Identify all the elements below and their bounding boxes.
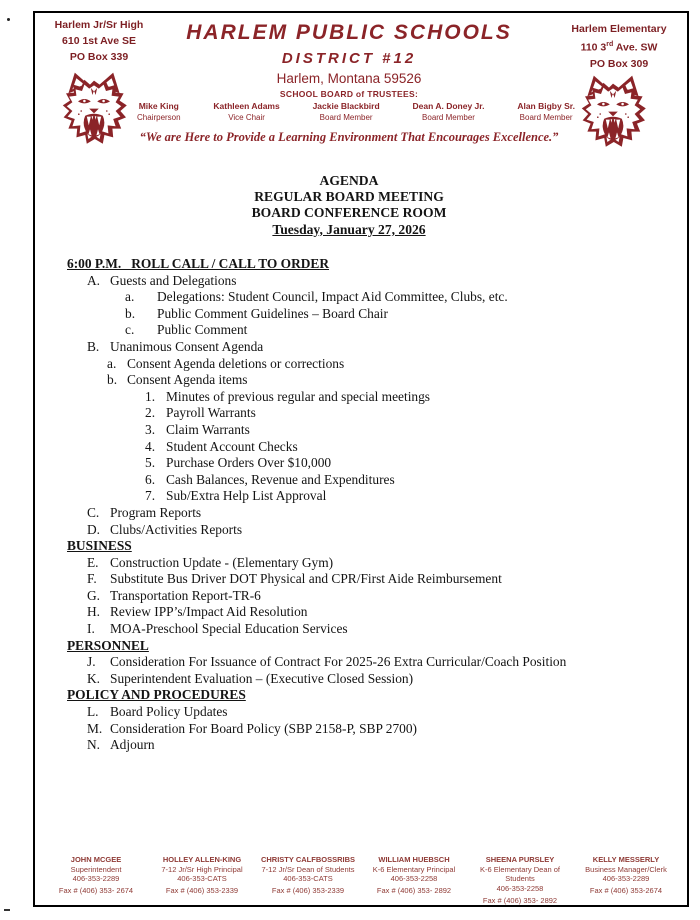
agenda-item-text: Public Comment Guidelines – Board Chair	[157, 305, 388, 321]
trustee-role: Board Member	[422, 113, 475, 122]
agenda-item	[67, 571, 677, 588]
board-of-trustees-label: SCHOOL BOARD of TRUSTEES:	[279, 89, 419, 99]
agenda-item-text: Minutes of previous regular and special meetings	[166, 388, 431, 404]
agenda-item-marker: G.	[87, 587, 101, 603]
contact-card	[573, 855, 679, 905]
school-po-box: PO Box 339	[69, 51, 129, 63]
agenda-item-text: Public Comment	[157, 322, 248, 338]
contact-phone: 406-353-2258	[496, 883, 544, 893]
agenda-item-marker: F.	[87, 571, 97, 587]
agenda-item	[67, 439, 677, 456]
agenda-item-marker: 4.	[145, 438, 156, 454]
agenda-item-text: Guests and Delegations	[110, 272, 237, 288]
wildcat-mascot-icon	[51, 71, 137, 151]
agenda-item-text: Construction Update - (Elementary Gym)	[110, 554, 334, 570]
district-title: HARLEM PUBLIC SCHOOLS	[186, 21, 512, 44]
contact-phone: 406-353-2258	[390, 874, 438, 883]
city-line: Harlem, Montana 59526	[276, 71, 422, 86]
contact-phone: 406-353-CATS	[177, 874, 227, 883]
agenda-item	[67, 704, 677, 721]
agenda-item	[67, 322, 677, 339]
agenda-item-text: Claim Warrants	[166, 421, 250, 437]
agenda-item-marker: b.	[125, 305, 136, 321]
trustee-role: Board Member	[319, 113, 373, 122]
agenda-item-text: Board Policy Updates	[110, 704, 228, 720]
agenda-item-marker: I.	[87, 621, 95, 637]
agenda-item	[67, 488, 677, 505]
agenda-item-marker: J.	[87, 654, 96, 670]
agenda-item	[67, 604, 677, 621]
wildcat-mascot-icon	[573, 71, 653, 157]
contact-card	[43, 855, 149, 905]
contact-name: JOHN MCGEE	[70, 855, 122, 864]
agenda-section-heading	[67, 687, 677, 704]
agenda-item-marker: 1.	[145, 388, 156, 404]
agenda-item	[67, 472, 677, 489]
agenda-item-marker: C.	[87, 504, 100, 520]
agenda-item	[67, 522, 677, 539]
agenda-item-marker: 5.	[145, 455, 156, 471]
agenda-item	[67, 588, 677, 605]
school-address: 610 1st Ave SE	[62, 35, 136, 47]
trustee	[413, 100, 485, 123]
contact-name: CHRISTY CALFBOSSRIBS	[260, 855, 356, 864]
agenda-item-marker: a.	[107, 355, 117, 371]
trustee-name: Alan Bigby Sr.	[517, 101, 575, 111]
agenda-item-text: Cash Balances, Revenue and Expenditures	[166, 471, 395, 487]
agenda-item	[67, 389, 677, 406]
agenda-item-text: Consent Agenda items	[127, 372, 248, 388]
agenda-item-text: Program Reports	[110, 504, 202, 520]
trustees-row	[137, 100, 575, 123]
contact-card	[149, 855, 255, 905]
agenda-item-marker: 3.	[145, 421, 156, 437]
agenda-section-heading	[67, 638, 677, 655]
agenda-item-text: Purchase Orders Over $10,000	[166, 455, 332, 471]
agenda-item-marker: 6.	[145, 471, 156, 487]
agenda-item-text: BUSINESS	[67, 538, 132, 554]
trustee-role: Chairperson	[137, 113, 181, 122]
school-motto: “We are Here to Provide a Learning Environment That Encourages Excellence.”	[139, 130, 559, 144]
agenda-item-marker: K.	[87, 670, 101, 686]
page-border	[33, 11, 689, 907]
contact-card	[255, 855, 361, 905]
agenda-item-text: 6:00 P.M. ROLL CALL / CALL TO ORDER	[67, 256, 330, 271]
agenda-item-text: Transportation Report-TR-6	[110, 587, 261, 603]
agenda-item	[67, 555, 677, 572]
contact-name: WILLIAM HUEBSCH	[378, 855, 450, 864]
contact-fax: Fax # (406) 353-2339	[165, 886, 239, 895]
contact-fax: Fax # (406) 353- 2892	[376, 886, 452, 895]
school-address: 110 3rd Ave. SW	[580, 41, 658, 54]
agenda-item-marker: M.	[87, 720, 103, 736]
agenda-item-marker: H.	[87, 604, 101, 620]
agenda-item-text: Payroll Warrants	[166, 405, 256, 421]
agenda-item	[67, 405, 677, 422]
contact-title: K-6 Elementary Principal	[372, 864, 456, 874]
agenda-item	[67, 455, 677, 472]
agenda-item-text: POLICY AND PROCEDURES	[67, 687, 246, 703]
contact-phone: 406-353-2289	[602, 874, 650, 883]
contact-fax: Fax # (406) 353-2339	[271, 886, 345, 895]
agenda-item	[67, 306, 677, 323]
contact-name: SHEENA PURSLEY	[485, 855, 555, 864]
agenda-item	[67, 339, 677, 356]
agenda-item	[67, 356, 677, 373]
agenda-item-marker: N.	[87, 737, 101, 753]
agenda-item-text: Clubs/Activities Reports	[110, 521, 243, 537]
agenda-item-marker: b.	[107, 372, 118, 388]
agenda-item	[67, 273, 677, 290]
footer-contacts	[35, 855, 687, 905]
trustee	[213, 100, 279, 123]
contact-card	[361, 855, 467, 905]
agenda-item-marker: D.	[87, 521, 101, 537]
trustee	[313, 100, 380, 123]
agenda-item	[67, 654, 677, 671]
agenda-title: AGENDA	[319, 173, 379, 188]
agenda-item-text: Consideration For Board Policy (SBP 2158-P, SBP 2700)	[110, 720, 418, 736]
agenda-item	[67, 422, 677, 439]
school-name: Harlem Jr/Sr High	[54, 19, 144, 31]
trustee-role: Vice Chair	[228, 113, 265, 122]
agenda-item-text: Consideration For Issuance of Contract For 2025-26 Extra Curricular/Coach Position	[110, 654, 567, 670]
agenda-item-marker: A.	[87, 272, 101, 288]
scan-artifact-dot	[7, 18, 10, 21]
contact-title: Business Manager/Clerk	[585, 864, 667, 874]
contact-fax: Fax # (406) 353-2674	[589, 886, 663, 895]
agenda-item-marker: 2.	[145, 405, 156, 421]
agenda-item-marker: c.	[125, 322, 135, 338]
contact-phone: 406-353-CATS	[283, 874, 333, 883]
trustee-name: Dean A. Doney Jr.	[412, 101, 485, 111]
trustee	[517, 100, 575, 123]
agenda-section-heading	[67, 538, 677, 555]
agenda-item	[67, 737, 677, 754]
agenda-item-marker: E.	[87, 554, 99, 570]
agenda-item	[67, 721, 677, 738]
agenda-item-text: Consent Agenda deletions or corrections	[127, 355, 345, 371]
agenda-item-marker: L.	[87, 704, 99, 720]
scan-artifact-dash	[4, 909, 10, 911]
contact-title: Superintendent	[70, 864, 122, 874]
agenda-title-block	[35, 173, 663, 238]
agenda-item-text: Unanimous Consent Agenda	[110, 338, 264, 354]
agenda-item-text: Adjourn	[110, 737, 155, 753]
agenda-item-text: Delegations: Student Council, Impact Aid Committee, Clubs, etc.	[157, 289, 508, 305]
agenda-item-text: Sub/Extra Help List Approval	[166, 488, 327, 504]
agenda-item-marker: B.	[87, 338, 100, 354]
contact-name: KELLY MESSERLY	[592, 855, 660, 864]
agenda-item	[67, 372, 677, 389]
meeting-location: BOARD CONFERENCE ROOM	[251, 205, 447, 221]
district-subtitle: DISTRICT #12	[281, 50, 417, 67]
agenda-item-text: Student Account Checks	[166, 438, 298, 454]
agenda-item-marker: 7.	[145, 488, 156, 504]
trustee-name: Mike King	[138, 101, 179, 111]
contact-phone: 406-353-2289	[72, 874, 120, 883]
meeting-date: Tuesday, January 27, 2026	[272, 221, 426, 237]
trustee	[137, 100, 181, 123]
agenda-item	[67, 621, 677, 638]
contact-card	[467, 855, 573, 905]
meeting-type: REGULAR BOARD MEETING	[254, 189, 444, 205]
agenda-item-marker: a.	[125, 289, 135, 305]
contact-title: K-6 Elementary Dean of Students	[479, 864, 561, 883]
agenda-section-heading	[67, 256, 677, 273]
contact-title: 7-12 Jr/Sr Dean of Students	[261, 864, 355, 874]
trustee-name: Kathleen Adams	[213, 101, 280, 111]
contact-name: HOLLEY ALLEN-KING	[162, 855, 242, 864]
trustee-role: Board Member	[519, 113, 573, 122]
agenda-item	[67, 505, 677, 522]
contact-title: 7-12 Jr/Sr High Principal	[161, 864, 243, 874]
agenda-item	[67, 671, 677, 688]
agenda-item-text: Substitute Bus Driver DOT Physical and CPR/First Aide Reimbursement	[110, 571, 502, 587]
contact-fax: Fax # (406) 353- 2674	[58, 886, 134, 895]
contact-fax: Fax # (406) 353- 2892	[482, 895, 558, 905]
agenda-item-text: Superintendent Evaluation – (Executive Closed Session)	[110, 670, 414, 686]
agenda-item-text: Review IPP’s/Impact Aid Resolution	[110, 604, 308, 620]
agenda-item	[67, 289, 677, 306]
agenda-list	[67, 256, 677, 754]
agenda-item-text: PERSONNEL	[67, 637, 149, 653]
school-name: Harlem Elementary	[571, 23, 667, 35]
school-po-box: PO Box 309	[589, 57, 649, 70]
agenda-item-text: MOA-Preschool Special Education Services	[110, 621, 348, 637]
trustee-name: Jackie Blackbird	[312, 101, 380, 111]
